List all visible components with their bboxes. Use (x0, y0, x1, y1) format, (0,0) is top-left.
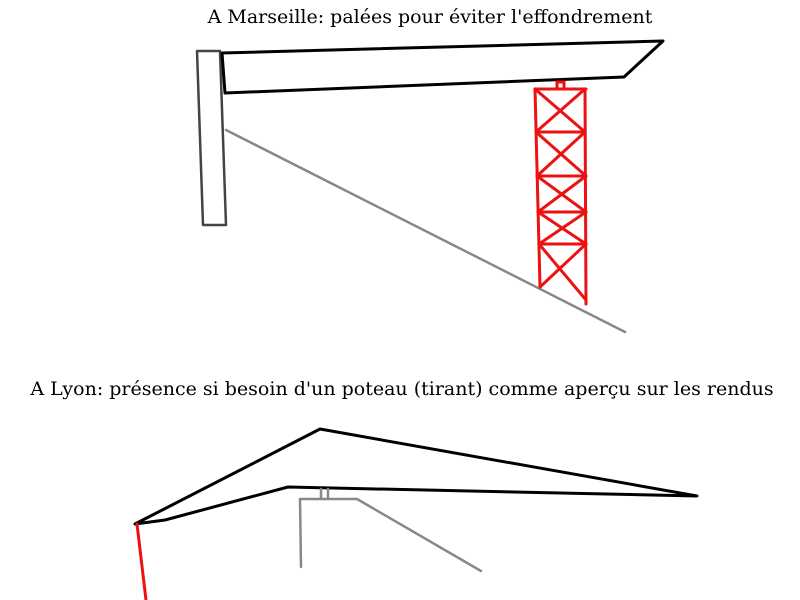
cantilever-slab (222, 41, 663, 93)
shoring-tower (535, 82, 586, 304)
lyon-sketch (135, 429, 697, 600)
marseille-sketch (197, 41, 663, 332)
support-structure (300, 489, 481, 571)
roof-slab (135, 429, 697, 524)
tie-post (137, 524, 146, 600)
lyon-caption: A Lyon: présence si besoin d'un poteau (tirant) comme aperçu sur les rendus (30, 378, 774, 400)
wall-post (197, 51, 226, 225)
marseille-caption: A Marseille: palées pour éviter l'effondrement (207, 6, 653, 28)
